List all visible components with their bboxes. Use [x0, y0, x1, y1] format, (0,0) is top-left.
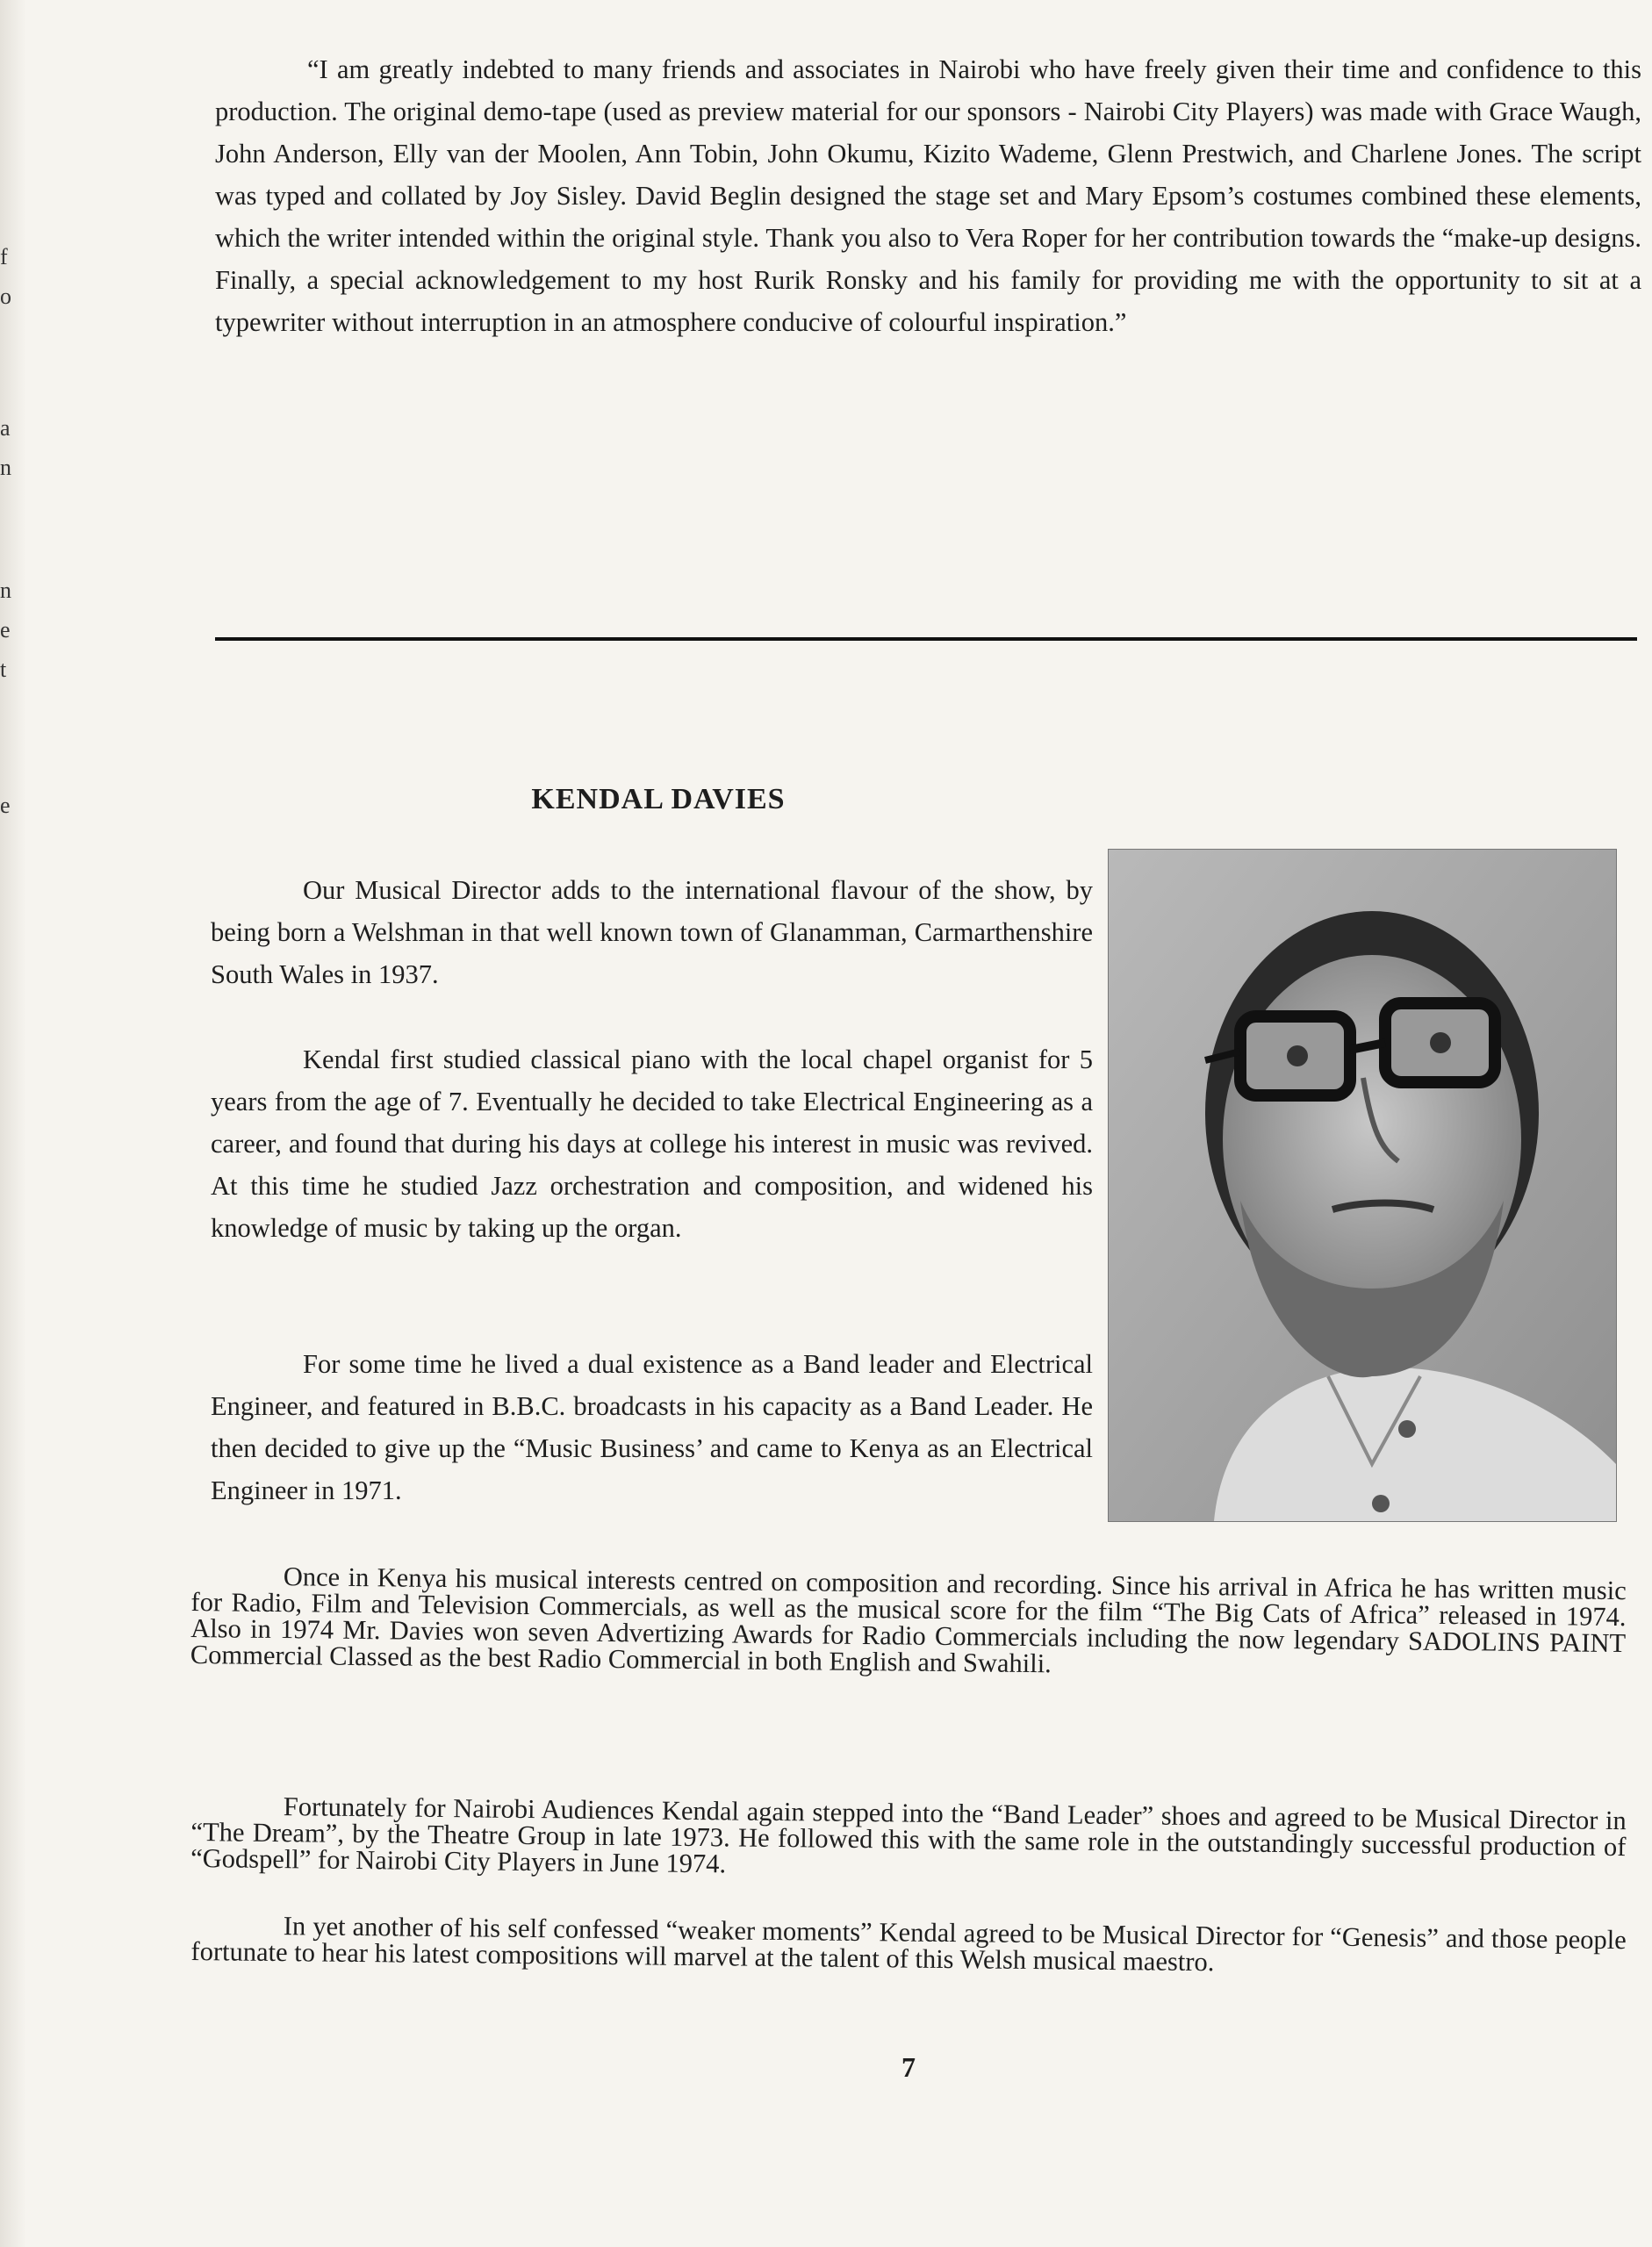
bio-paragraph-1: Our Musical Director adds to the international flavour of the show, by being born a Welshman in that well known town of Glanamman, Carmarthenshire South Wales in 1937. — [211, 875, 1093, 989]
bio-paragraph-6: In yet another of his self confessed “weaker moments” Kendal agreed to be Musical Director for “Genesis” and those people fortunate to hear his latest compositions will marvel at the talent of this Welsh musical maestro. — [190, 1911, 1627, 1978]
bio-paragraph-3: For some time he lived a dual existence as a Band leader and Electrical Engineer, and featured in B.B.C. broadcasts in his capacity as a Band Leader. He then decided to give up the “Music Business’ and came to Kenya as an Electrical Engineer in 1971. — [211, 1349, 1093, 1505]
margin-letter: e — [0, 617, 11, 643]
portrait-photo — [1108, 849, 1617, 1522]
page-number: 7 — [901, 2051, 916, 2083]
section-divider-rule — [215, 637, 1637, 641]
margin-letter: n — [0, 455, 11, 480]
acknowledgement-quote: “I am greatly indebted to many friends and associates in Nairobi who have freely given their time and confidence to this production. The original demo-tape (used as preview material for our sponsors - Nairobi City Players) was made with Grace Waugh, John Anderson, Elly van der Moolen, Ann Tobin, John Okumu, Kizito Wademe, Glenn Prestwich, and Charlene Jones. The script was typed and collated by Joy Sisley. David Beglin designed the stage set and Mary Epsom’s costumes combined these elements, which the writer intended within the original style. Thank you also to Vera Roper for her contribution towards the “make-up designs. Finally, a special acknowledgement to my host Rurik Ronsky and his family for providing me with the opportunity to sit at a typewriter without interruption in an atmosphere conducive of colourful inspiration.” — [215, 54, 1641, 337]
margin-letter: f — [0, 244, 8, 269]
margin-letter: n — [0, 578, 11, 603]
page-gutter-shadow — [0, 0, 26, 2247]
margin-letter: o — [0, 284, 11, 309]
margin-letter: e — [0, 793, 11, 818]
bio-paragraph-2: Kendal first studied classical piano with the local chapel organist for 5 years from the age of 7. Eventually he decided to take Electrical Engineering as a career, and found that during his days at college his interest in music was revived. At this time he studied Jazz orchestration and composition, and widened his knowledge of music by taking up the organ. — [211, 1045, 1093, 1243]
bio-paragraph-4: Once in Kenya his musical interests centred on composition and recording. Since his arrival in Africa he has written music for Radio, Film and Television Commercials, as well as the musical score for the film “The Big Cats of Africa” released in 1974. Also in 1974 Mr. Davies won seven Advertizing Awards for Radio Commercials including the now legendary SADOLINS PAINT Commercial Classed as the best Radio Commercial in both English and Swahili. — [190, 1561, 1627, 1679]
margin-letter: t — [0, 657, 7, 682]
section-heading: KENDAL DAVIES — [531, 783, 786, 815]
bio-paragraph-5: Fortunately for Nairobi Audiences Kendal again stepped into the “Band Leader” shoes and agreed to be Musical Director in “The Dream”, by the Theatre Group in late 1973. He followed this with the same role in the outstandingly successful production of “Godspell” for Nairobi City Players in June 1974. — [190, 1791, 1627, 1879]
portrait-illustration — [1109, 850, 1616, 1521]
margin-letter: a — [0, 415, 11, 441]
